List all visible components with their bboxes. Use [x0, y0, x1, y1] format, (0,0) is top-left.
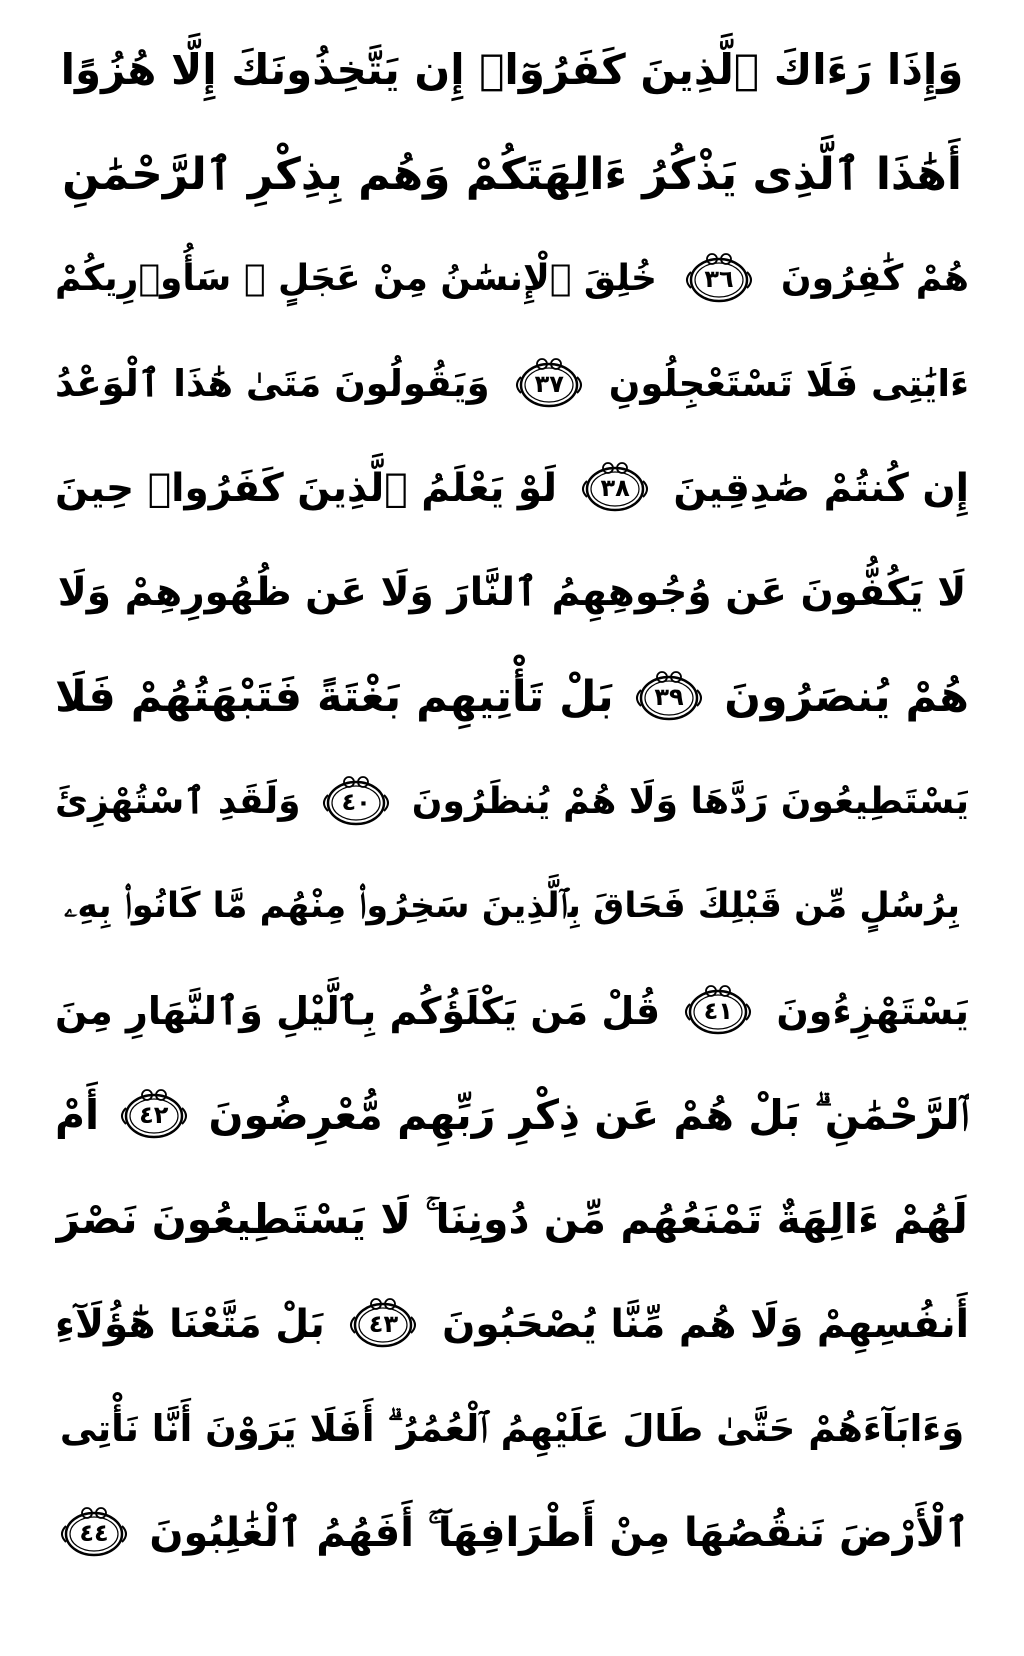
verse-text: ءَايَٰتِى فَلَا تَسْتَعْجِلُونِ — [608, 362, 969, 405]
verse-line — [55, 1272, 969, 1376]
verse-line — [55, 854, 969, 958]
ayah-end-marker — [55, 1505, 133, 1561]
verse-text: وَإِذَا رَءَاكَ ٱلَّذِينَ كَفَرُوٓا۟ إِن يَتَّخِذُونَكَ إِلَّا هُزُوًا — [60, 45, 964, 94]
verse-text: أَنفُسِهِمْ وَلَا هُم مِّنَّا يُصْحَبُونَ — [442, 1301, 969, 1347]
verse-line — [55, 750, 969, 854]
ayah-end-marker — [344, 1296, 422, 1352]
verse-line — [55, 1063, 969, 1167]
verse-text: بَلْ تَأْتِيهِم بَغْتَةً فَتَبْهَتُهُمْ فَلَا — [55, 671, 614, 722]
verse-text: وَلَقَدِ ٱسْتُهْزِئَ — [55, 780, 301, 822]
verse-text: يَسْتَهْزِءُونَ — [776, 988, 969, 1033]
ayah-number: ٤٤ — [79, 1519, 109, 1547]
verse-line — [55, 645, 969, 749]
verse-text: وَيَقُولُونَ مَتَىٰ هَٰذَا ٱلْوَعْدُ — [55, 362, 490, 405]
verse-text: يَسْتَطِيعُونَ رَدَّهَا وَلَا هُمْ يُنظَرُونَ — [411, 780, 969, 822]
ayah-number: ٤١ — [703, 996, 733, 1025]
verse-line — [55, 541, 969, 645]
ayah-number: ٤٠ — [341, 787, 371, 816]
ayah-end-marker — [630, 669, 708, 725]
ayah-end-marker — [576, 460, 654, 516]
verse-text: إِن كُنتُمْ صَٰدِقِينَ — [673, 465, 969, 511]
ayah-end-marker — [317, 774, 395, 830]
verse-text: هُمْ كَٰفِرُونَ — [780, 258, 969, 299]
verse-text: قُلْ مَن يَكْلَؤُكُم بِٱلَّيْلِ وَٱلنَّهَارِ مِنَ — [55, 988, 661, 1033]
ayah-number: ٤٣ — [368, 1310, 399, 1338]
verse-line — [55, 332, 969, 436]
ayah-end-marker — [510, 356, 588, 412]
verse-line — [55, 436, 969, 540]
verse-line — [55, 227, 969, 331]
ayah-number: ٣٩ — [654, 683, 684, 711]
ayah-end-marker — [680, 251, 758, 307]
verse-line — [55, 18, 969, 122]
verse-text: لَهُمْ ءَالِهَةٌ تَمْنَعُهُم مِّن دُونِنَا ۚ لَا يَسْتَطِيعُونَ نَصْرَ — [56, 1195, 968, 1243]
verse-text: لَا يَكُفُّونَ عَن وُجُوهِهِمُ ٱلنَّارَ وَلَا عَن ظُهُورِهِمْ وَلَا — [57, 570, 967, 615]
verse-line — [55, 123, 969, 227]
verse-text: بِرُسُلٍ مِّن قَبْلِكَ فَحَاقَ بِٱلَّذِينَ سَخِرُوا۟ مِنْهُم مَّا كَانُوا۟ بِهِۦ — [64, 885, 960, 926]
verse-text: بَلْ مَتَّعْنَا هَٰٓؤُلَآءِ — [55, 1301, 325, 1347]
ayah-number: ٤٢ — [139, 1101, 169, 1129]
verse-text: أَهَٰذَا ٱلَّذِى يَذْكُرُ ءَالِهَتَكُمْ وَهُم بِذِكْرِ ٱلرَّحْمَٰنِ — [62, 148, 962, 200]
ayah-end-marker — [679, 983, 757, 1039]
verse-text: وَءَابَآءَهُمْ حَتَّىٰ طَالَ عَلَيْهِمُ ٱلْعُمُرُ ۗ أَفَلَا يَرَوْنَ أَنَّا نَأْتِى — [59, 1407, 965, 1450]
ayah-number: ٣٦ — [704, 265, 734, 293]
verse-line — [55, 1377, 969, 1481]
verse-text: هُمْ يُنصَرُونَ — [724, 671, 969, 722]
ayah-number: ٣٨ — [600, 474, 630, 502]
verse-text: ٱلرَّحْمَٰنِ ۗ بَلْ هُمْ عَن ذِكْرِ رَبِّهِم مُّعْرِضُونَ — [208, 1090, 969, 1139]
ayah-end-marker — [115, 1087, 193, 1143]
verse-line — [55, 959, 969, 1063]
verse-text: أَمْ — [55, 1090, 100, 1139]
ayah-number: ٣٧ — [534, 369, 564, 398]
verse-line — [55, 1481, 969, 1585]
verse-text: لَوْ يَعْلَمُ ٱلَّذِينَ كَفَرُوا۟ حِينَ — [55, 465, 558, 511]
verse-text: خُلِقَ ٱلْإِنسَٰنُ مِنْ عَجَلٍ ۚ سَأُو۟رِيكُمْ — [55, 258, 657, 299]
verse-line — [55, 1168, 969, 1272]
verse-text: ٱلْأَرْضَ نَنقُصُهَا مِنْ أَطْرَافِهَآ ۚ أَفَهُمُ ٱلْغَٰلِبُونَ — [149, 1510, 969, 1556]
